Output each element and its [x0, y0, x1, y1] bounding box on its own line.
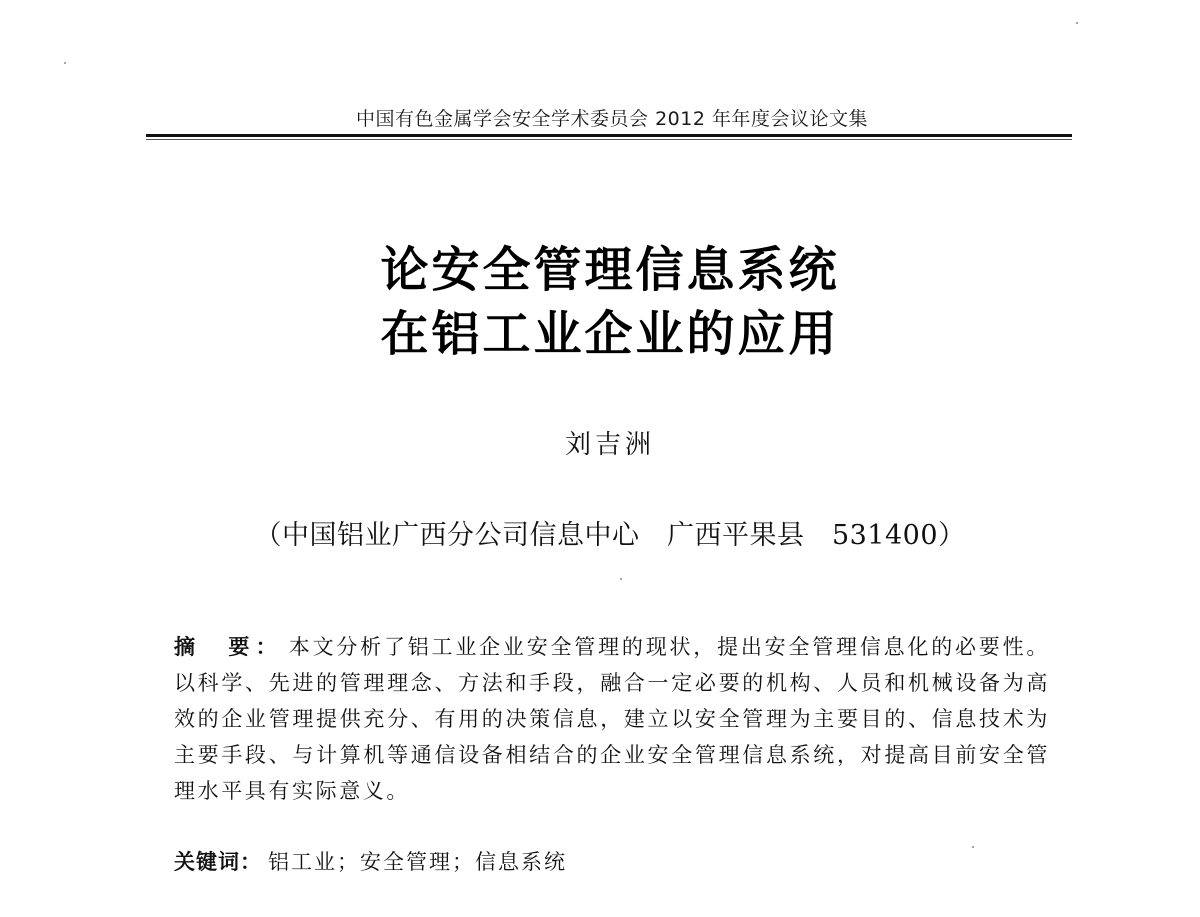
scan-speck: [972, 846, 974, 848]
author-name: 刘吉洲: [564, 430, 655, 460]
abstract-section: [174, 629, 1050, 809]
keywords-text: 铝工业；安全管理；信息系统: [268, 850, 567, 874]
author-affiliation: （中国铝业广西分公司信息中心 广西平果县 531400）: [254, 520, 966, 551]
title-line-2: 在铝工业企业的应用: [380, 306, 840, 362]
header-rule-thick: [146, 134, 1072, 137]
paper-title: [150, 238, 1070, 366]
scan-speck: [620, 578, 622, 580]
abstract-text: 本文分析了铝工业企业安全管理的现状，提出安全管理信息化的必要性。以科学、先进的管理理念、方法和手段，融合一定必要的机构、人员和机械设备为高效的企业管理提供充分、有用的决策信息，建立以安全管理为主要目的、信息技术为主要手段、与计算机等通信设备相结合的企业安全管理信息系统，对提高目前安全管理水平具有实际意义。: [174, 635, 1050, 803]
scan-speck: [64, 62, 66, 64]
abstract-label: 摘 要：: [174, 635, 283, 659]
header-rule-thin: [146, 139, 1072, 140]
scan-speck: [1076, 22, 1078, 24]
running-header: 中国有色金属学会安全学术委员会 2012 年年度会议论文集: [356, 108, 868, 130]
title-line-1: 论安全管理信息系统: [380, 242, 840, 298]
keywords-section: [174, 844, 1050, 880]
keywords-label: 关键词：: [174, 850, 262, 874]
